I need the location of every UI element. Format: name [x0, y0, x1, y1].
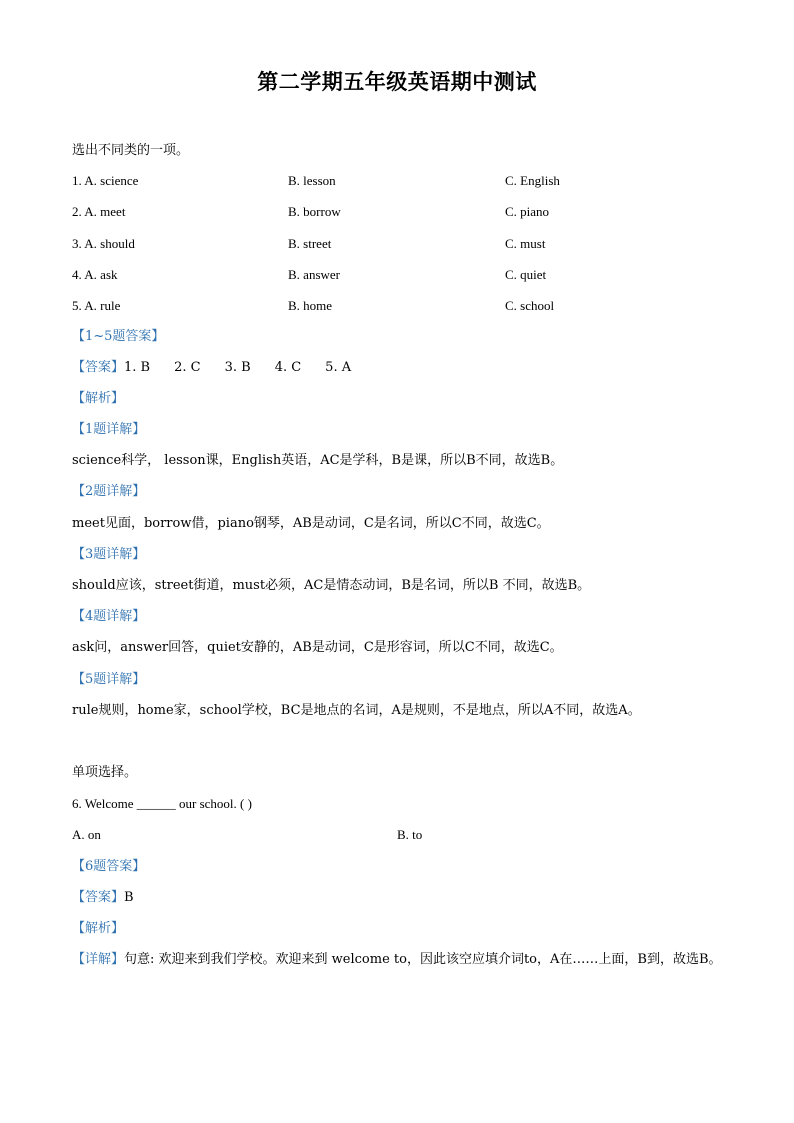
- section-1-heading: 选出不同类的一项。: [72, 143, 190, 158]
- detail-text: 句意: 欢迎来到我们学校。欢迎来到 welcome to，因此该空应填介词to，A在……上面，B到，故选B。: [124, 952, 722, 967]
- option-a: A. on: [72, 827, 101, 842]
- detail-tag: 【4题详解】: [72, 609, 146, 624]
- analysis-tag: 【解析】: [72, 391, 125, 406]
- answer-line: [72, 359, 351, 377]
- question-row: [72, 266, 732, 284]
- option-a: 2. A. meet: [72, 204, 126, 219]
- option-b: B. street: [288, 236, 332, 251]
- question-6: 6. Welcome ______ our school. ( ): [72, 796, 252, 811]
- option-row: [72, 826, 732, 844]
- page-title: 第二学期五年级英语期中测试: [257, 69, 537, 94]
- answer-item: 1. B: [124, 360, 151, 375]
- detail-tag: 【5题详解】: [72, 672, 146, 687]
- answer-label: 【答案】: [72, 360, 125, 375]
- option-c: C. piano: [505, 204, 550, 219]
- answer-tag: 【1~5题答案】: [72, 329, 165, 344]
- option-c: C. English: [505, 173, 560, 188]
- answer-label: 【答案】: [72, 890, 125, 905]
- option-b: B. to: [397, 827, 423, 842]
- option-c: C. must: [505, 236, 546, 251]
- question-row: [72, 172, 732, 190]
- answer-item: 5. A: [325, 360, 352, 375]
- answer-value: B: [124, 890, 134, 905]
- detail-tag: 【详解】: [72, 952, 125, 967]
- option-a: 4. A. ask: [72, 267, 118, 282]
- option-b: B. lesson: [288, 173, 336, 188]
- option-b: B. borrow: [288, 204, 341, 219]
- detail-tag: 【3题详解】: [72, 547, 146, 562]
- section-2-heading: 单项选择。: [72, 765, 138, 780]
- detail-text: rule规则，home家，school学校，BC是地点的名词，A是规则，不是地点，所以A不同，故选A。: [72, 703, 641, 718]
- detail-tag: 【2题详解】: [72, 484, 146, 499]
- question-row: [72, 203, 732, 221]
- option-b: B. home: [288, 298, 333, 313]
- question-row: [72, 297, 732, 315]
- detail-text: meet见面，borrow借，piano钢琴，AB是动词，C是名词，所以C不同，故选C。: [72, 516, 550, 531]
- answer-tag: 【6题答案】: [72, 859, 146, 874]
- answer-item: 2. C: [174, 360, 201, 375]
- detail-tag: 【1题详解】: [72, 422, 146, 437]
- answer-item: 3. B: [224, 360, 251, 375]
- question-row: [72, 235, 732, 253]
- answer-item: 4. C: [274, 360, 302, 375]
- detail-text: should应该，street街道，must必须，AC是情态动词，B是名词，所以B 不同，故选B。: [72, 578, 591, 593]
- option-a: 3. A. should: [72, 236, 135, 251]
- detail-text: science科学， lesson课，English英语，AC是学科，B是课，所以B不同，故选B。: [72, 453, 564, 468]
- option-a: 5. A. rule: [72, 298, 121, 313]
- option-a: 1. A. science: [72, 173, 139, 188]
- option-c: C. school: [505, 298, 555, 313]
- detail-text: ask问，answer回答，quiet安静的，AB是动词，C是形容词，所以C不同，故选C。: [72, 640, 563, 655]
- option-c: C. quiet: [505, 267, 547, 282]
- option-b: B. answer: [288, 267, 340, 282]
- analysis-tag: 【解析】: [72, 921, 125, 936]
- answer-line: [72, 889, 134, 907]
- detail-paragraph: [72, 944, 722, 976]
